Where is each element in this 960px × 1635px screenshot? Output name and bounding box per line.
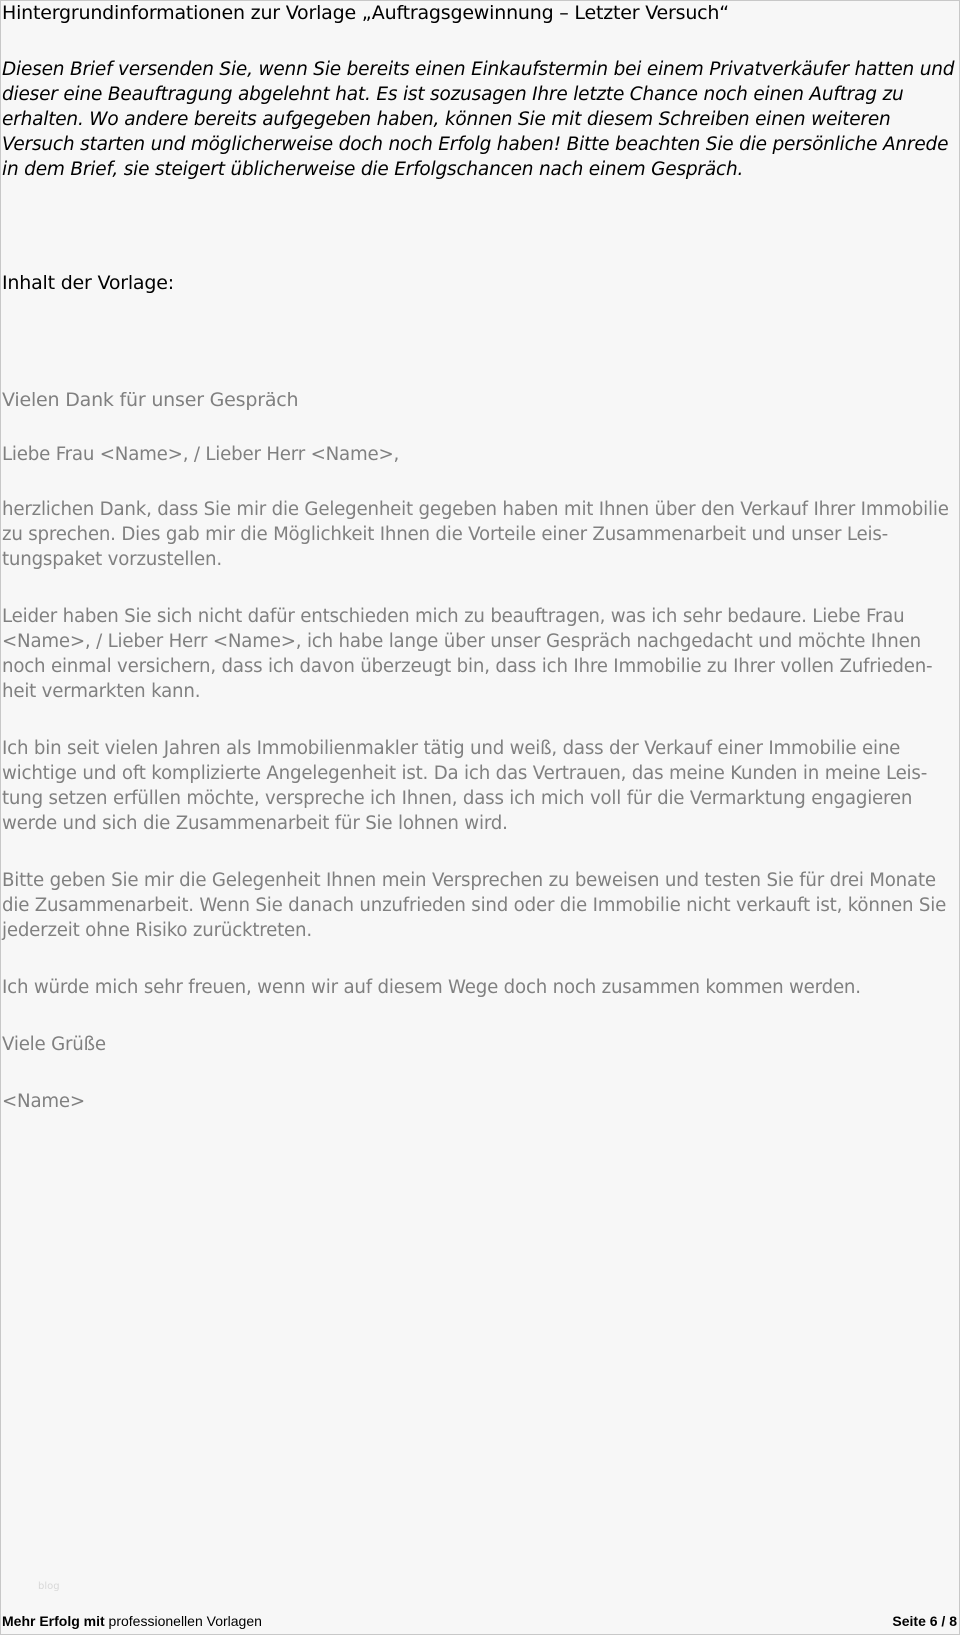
letter-body bbox=[2, 442, 954, 1146]
document-heading: Hintergrundinformationen zur Vorlage „Auftragsgewinnung – Letzter Versuch“ bbox=[2, 2, 729, 24]
letter-subject: Vielen Dank für unser Gespräch bbox=[2, 389, 299, 411]
section-title: Inhalt der Vorlage: bbox=[2, 272, 174, 294]
letter-paragraph: Ich bin seit vielen Jahren als Immobilienmakler tätig und weiß, dass der Verkauf einer Immobilie eine wichtige und oft komplizierte Angelegenheit ist. Da ich das Vertrauen, das meine Kunden in meine Leistung setzen erfüllen möchte, verspreche ich Ihnen, dass ich mich voll für die Vermarktung engagieren werde und sich die Zusammenarbeit für Sie lohnen wird. bbox=[2, 738, 928, 834]
footer-page-number: Seite 6 / 8 bbox=[892, 1613, 957, 1629]
letter-salutation: Liebe Frau <Name>, / Lieber Herr <Name>, bbox=[2, 444, 400, 465]
letter-paragraph: Leider haben Sie sich nicht dafür entschieden mich zu beauftragen, was ich sehr bedaure. Liebe Frau <Name>, / Lieber Herr <Name>, ich habe lange über unser Gespräch nachgedacht und möchte Ihnen noch einmal versichern, dass ich davon überzeugt bin, dass ich Ihre Immobilie zu Ihrer vollen Zufriedenheit vermarkten kann. bbox=[2, 606, 933, 702]
footer-brand-regular: professionellen Vorlagen bbox=[104, 1613, 262, 1629]
letter-signature: <Name> bbox=[2, 1091, 85, 1112]
letter-paragraph: Ich würde mich sehr freuen, wenn wir auf diesem Wege doch noch zusammen kommen werden. bbox=[2, 977, 861, 998]
watermark: blog bbox=[38, 1581, 60, 1592]
letter-closing: Viele Grüße bbox=[2, 1034, 106, 1055]
letter-paragraph: Bitte geben Sie mir die Gelegenheit Ihnen mein Versprechen zu beweisen und testen Sie für drei Monate die Zusammenarbeit. Wenn Sie danach unzufrieden sind oder die Immobilie nicht verkauft ist, können Sie jederzeit ohne Risiko zurücktreten. bbox=[2, 870, 947, 941]
letter-paragraph: herzlichen Dank, dass Sie mir die Gelegenheit gegeben haben mit Ihnen über den Verkauf Ihrer Immobilie zu sprechen. Dies gab mir die Möglichkeit Ihnen die Vorteile einer Zusammenarbeit und unser Leistungspaket vorzustellen. bbox=[2, 499, 949, 570]
footer-brand bbox=[2, 1612, 262, 1630]
footer-brand-bold: Mehr Erfolg mit bbox=[2, 1613, 105, 1629]
intro-paragraph: Diesen Brief versenden Sie, wenn Sie bereits einen Einkaufstermin bei einem Privatverkäufer hatten und dieser eine Beauftragung abgelehnt hat. Es ist sozusagen Ihre letzte Chance noch einen Auftrag zu erhalten. Wo andere bereits aufgegeben haben, können Sie mit diesem Schreiben einen weiteren Versuch starten und möglicherweise doch noch Erfolg haben! Bitte beachten Sie die persönliche Anrede in dem Brief, sie steigert üblicherweise die Erfolgschancen nach einem Gespräch. bbox=[2, 59, 955, 180]
